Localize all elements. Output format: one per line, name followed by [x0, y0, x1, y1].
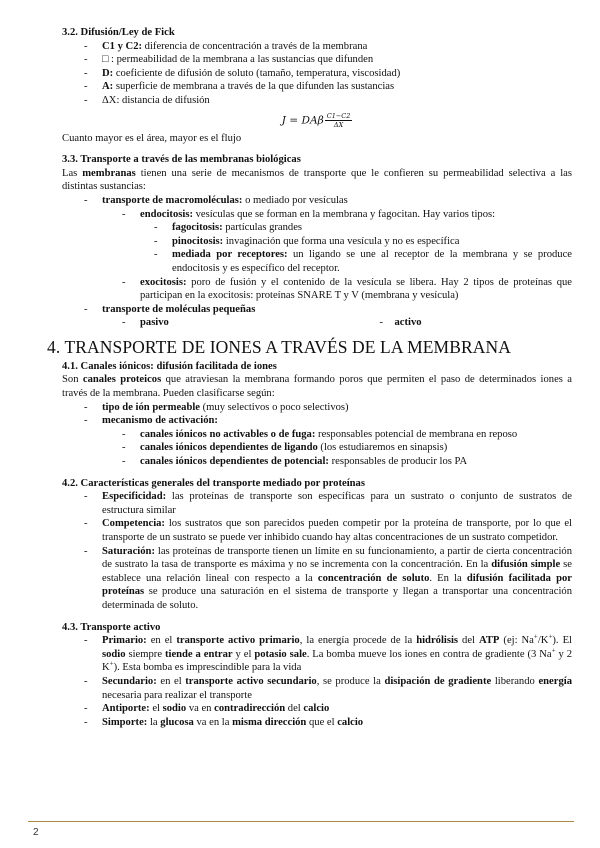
list-item: - Saturación: las proteínas de transporte tienen un límite en su funcionamiento, a partir de cierta concentración de sustrato la tasa de transporte es máxima y no se incrementa con la concentración. En la difusión simple se establece una relación lineal con respecto a la concentración de soluto. En la difusión facilitada por proteínas se produce una saturación en el sistema de transporte y llegan a transportar una concentración determinada de soluto.: [84, 545, 572, 611]
section-4-1-title: 4.1. Canales iónicos: difusión facilitada de iones: [62, 360, 277, 372]
list-item: - pasivo: [122, 317, 169, 329]
bullet: -: [84, 81, 88, 93]
term: C1 y C2:: [102, 40, 143, 52]
list-item: - Primario: en el transporte activo primario, la energía procede de la hidrólisis del ATP (ej: Na+/K+). El sodio siempre tiende a entrar y el potasio sale. La bomba mueve los iones en contra de gradiente (3 Na+ y 2 K+). Esta bomba es imprescindible para la vida: [84, 632, 573, 674]
bullet: -: [84, 67, 88, 79]
list-item: - canales iónicos dependientes de potencial: responsables de producir los PA: [122, 456, 468, 468]
list-item: [62, 94, 572, 108]
formula-fraction: [325, 112, 353, 129]
list-item: - Secundario: en el transporte activo secundario, se produce la disipación de gradiente liberando energía necesaria para realizar el transporte: [84, 675, 572, 701]
bullet: -: [84, 94, 88, 106]
list-item: - Simporte: la glucosa va en la misma dirección que el calcio: [84, 716, 364, 728]
formula-lhs: J = DAβ: [281, 114, 324, 127]
term: D:: [102, 67, 114, 79]
fick-note: Cuanto mayor es el área, mayor es el flujo: [62, 132, 242, 144]
term: ΔX:: [102, 94, 120, 106]
page-number: 2: [33, 827, 39, 838]
formula-denominator: ΔX: [333, 120, 344, 129]
chapter-4-title: 4. TRANSPORTE DE IONES A TRAVÉS DE LA MEMBRANA: [47, 336, 511, 357]
list-item: - Especificidad: las proteínas de transporte son específicas para un sustrato o conjunto de sustratos de estructura similar: [84, 491, 572, 516]
list-item: - pinocitosis: invaginación que forma una vesícula y no es específica: [154, 235, 460, 247]
list-item: - mediada por receptores: un ligando se une al receptor de la membrana y se produce endocitosis y es específico del receptor.: [154, 249, 572, 274]
term: A:: [102, 81, 114, 93]
document-page: [47, 26, 573, 729]
definition: □ : permeabilidad de la membrana a las sustancias que difunden: [102, 54, 374, 66]
list-item: - Competencia: los sustratos que son parecidos pueden competir por la proteína de transporte, por lo que el transporte de un sustrato se puede ver inhibido cuando hay altas concentraciones de un sustrato competidor.: [84, 518, 572, 543]
list-item: - exocitosis: poro de fusión y el contenido de la vesícula se libera. Hay 2 tipos de proteínas que participan en la exocitosis: proteínas SNARE T y V (membrana y vesícula): [122, 276, 572, 302]
list-item: [62, 40, 572, 54]
section-4-2-title: 4.2. Características generales del transporte mediado por proteínas: [62, 477, 365, 489]
list-item: - tipo de ión permeable (muy selectivos o poco selectivos): [84, 401, 349, 413]
list-item: - canales iónicos no activables o de fuga: responsables potencial de membrana en reposo: [122, 428, 518, 440]
definition: superficie de membrana a través de la que difunden las sustancias: [113, 81, 395, 93]
definition: coeficiente de difusión de soluto (tamaño, temperatura, viscosidad): [113, 67, 401, 79]
section-3-3-intro: Las membranas tienen una serie de mecanismos de transporte que le confieren su permeabilidad selectiva a las distintas sustancias:: [62, 167, 572, 193]
definition: diferencia de concentración a través de la membrana: [142, 40, 368, 52]
list-item: - activo: [379, 317, 422, 329]
list-item: - canales iónicos dependientes de ligando (los estudiaremos en sinapsis): [122, 442, 448, 454]
list-item: - fagocitosis: partículas grandes: [154, 222, 303, 234]
list-item: - mecanismo de activación:: [84, 415, 218, 427]
list-item: [62, 67, 572, 81]
section-4-3-title: 4.3. Transporte activo: [62, 621, 161, 633]
section-3-3-title: 3.3. Transporte a través de las membranas biológicas: [62, 154, 301, 166]
bullet: -: [84, 40, 88, 52]
list-item: - Antiporte: el sodio va en contradirección del calcio: [84, 703, 330, 715]
list-item: [62, 80, 572, 94]
list-item: - transporte de macromoléculas: o mediado por vesículas: [84, 194, 348, 206]
fick-variable-list: [62, 40, 572, 108]
list-item: - transporte de moléculas pequeñas: [84, 303, 256, 315]
formula-numerator: C1−C2: [326, 111, 351, 120]
list-item: [62, 53, 572, 67]
section-4-1-intro: Son canales proteicos que atraviesan la membrana formando poros que permiten el paso de determinados iones a través de la membrana. Pueden clasificarse según:: [62, 374, 572, 400]
section-3-2-title: 3.2. Difusión/Ley de Fick: [62, 27, 175, 38]
definition: distancia de difusión: [119, 94, 210, 106]
footer-rule: [28, 821, 574, 822]
transport-types-row: [62, 316, 572, 330]
fick-formula: [62, 112, 572, 129]
bullet: -: [84, 54, 88, 66]
list-item: - endocitosis: vesículas que se forman en la membrana y fagocitan. Hay varios tipos:: [122, 208, 496, 220]
